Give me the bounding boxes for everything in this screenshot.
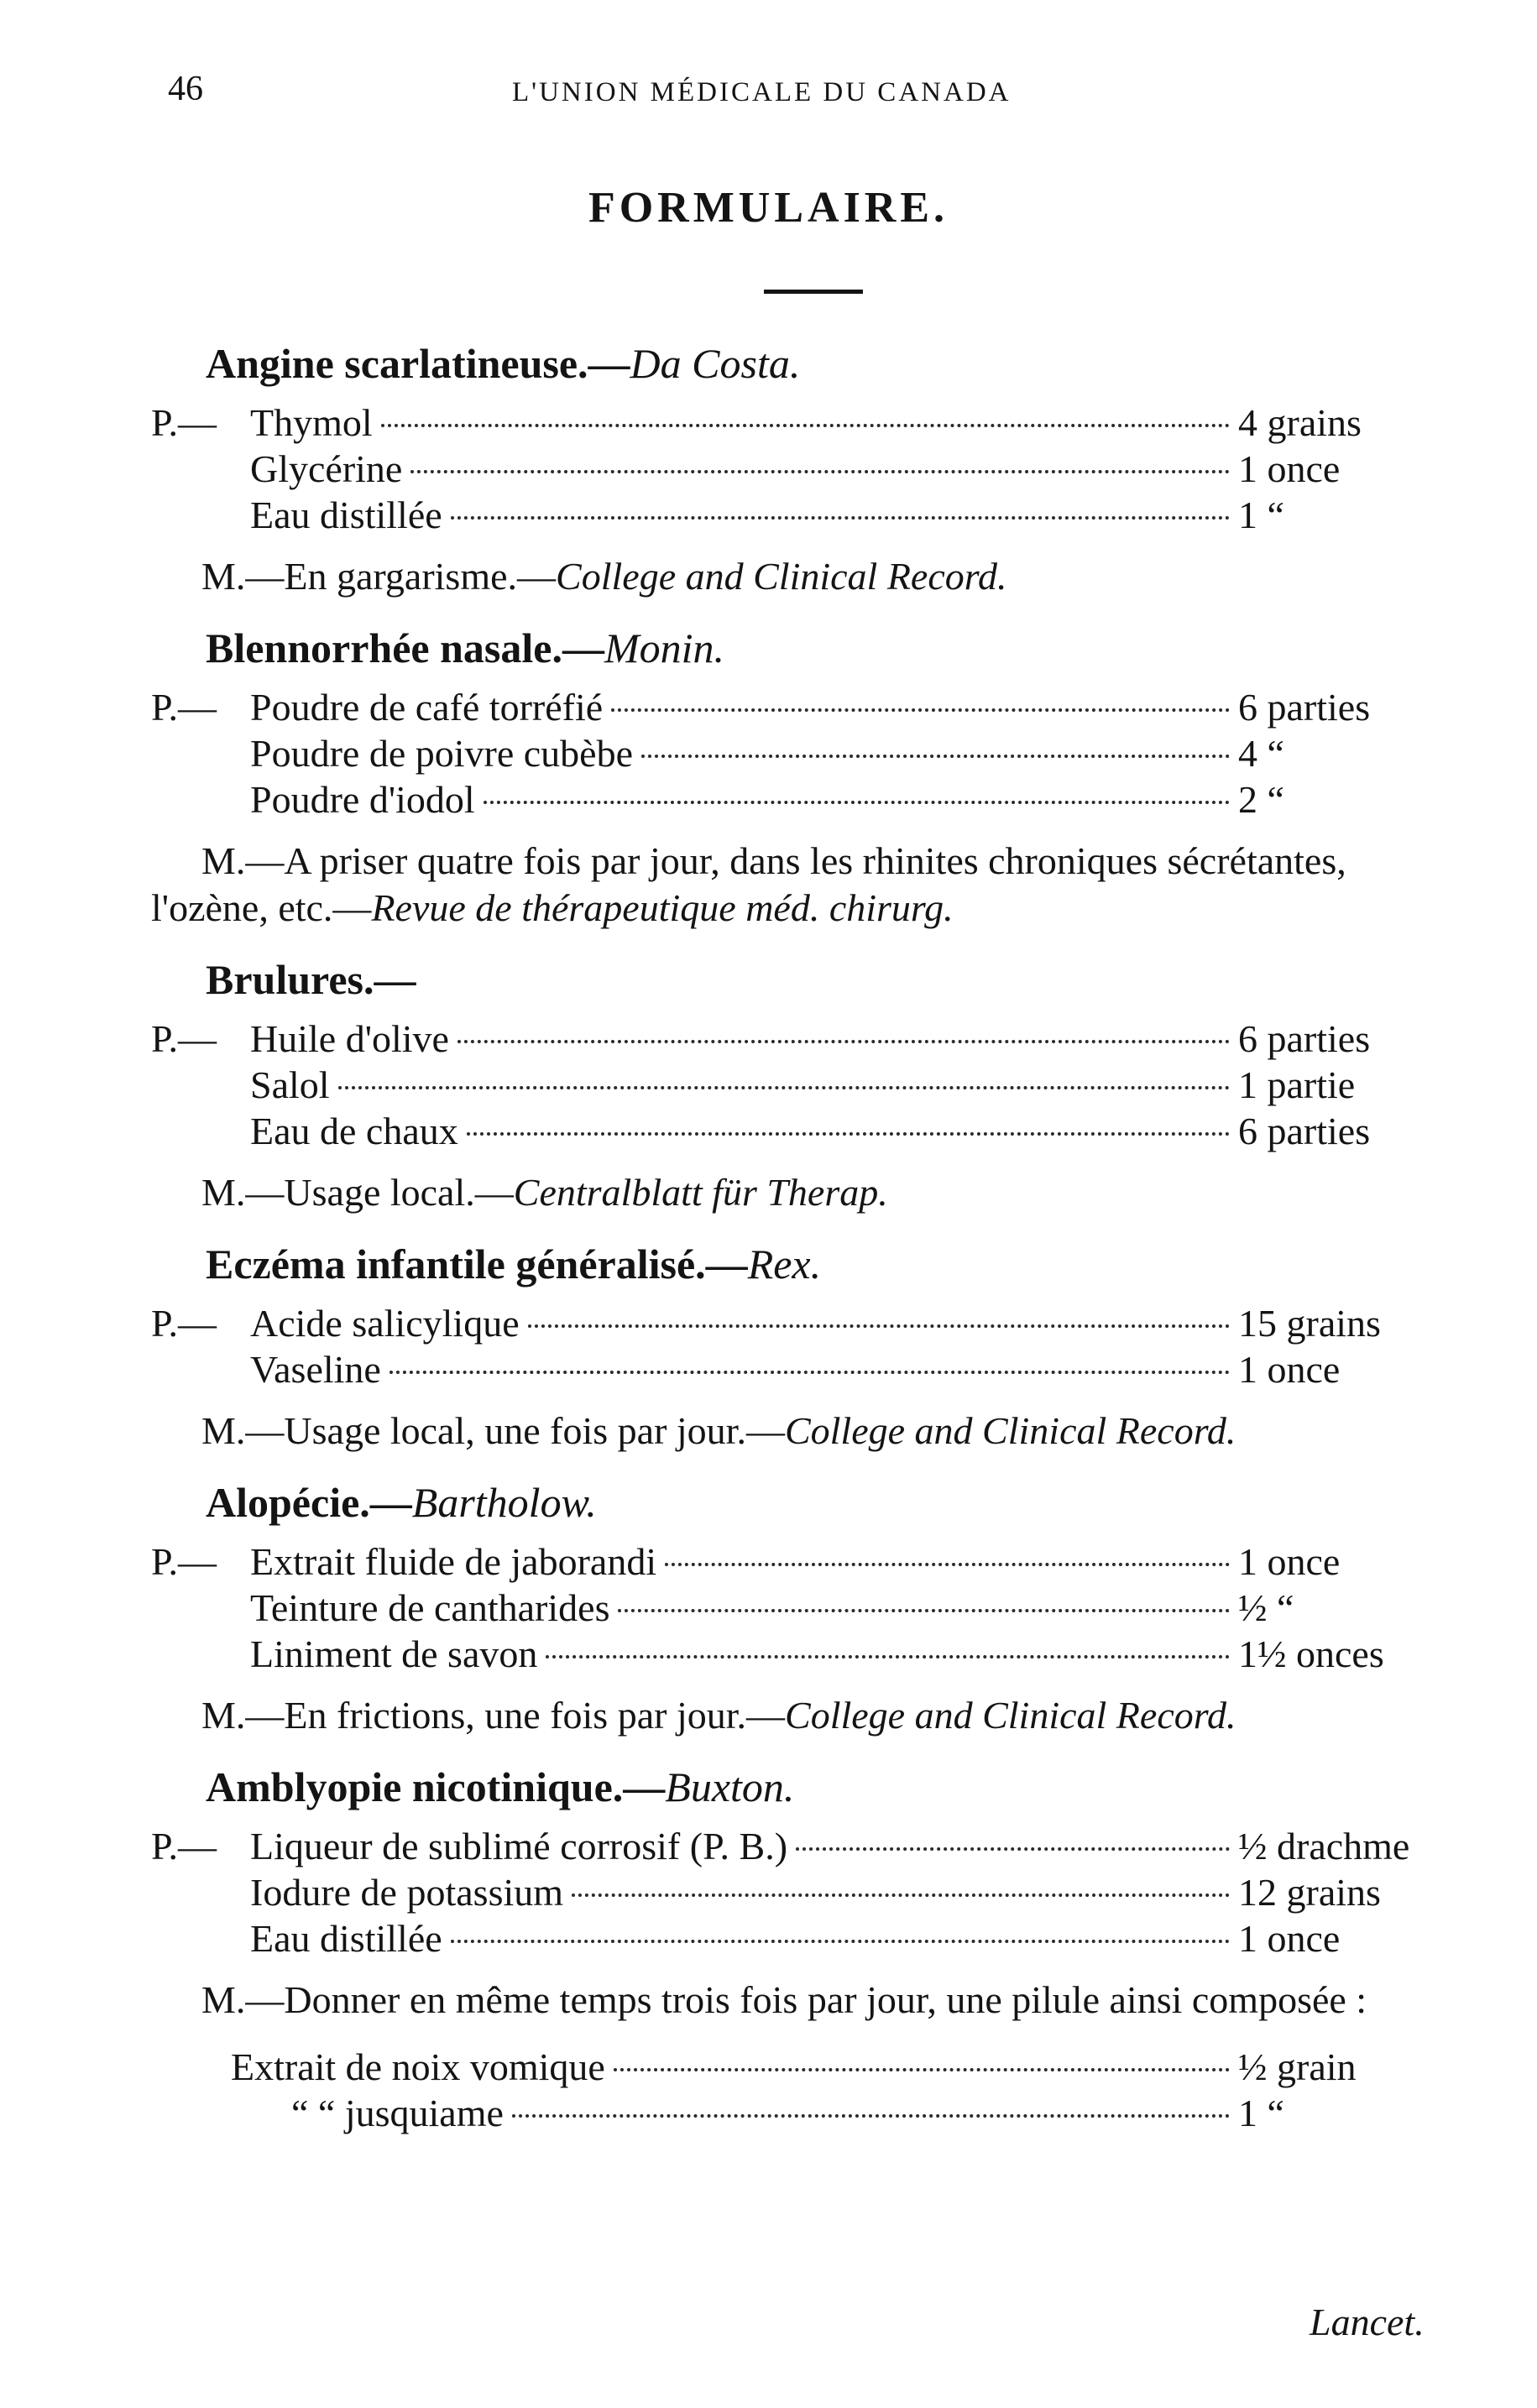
heading-text: Angine scarlatineuse.— bbox=[206, 340, 630, 387]
usage-note bbox=[151, 838, 1444, 932]
formula-section bbox=[151, 952, 1444, 1216]
ingredient-quantity: 2 “ bbox=[1238, 778, 1284, 821]
prescription-line bbox=[231, 2044, 1444, 2090]
prescription-line bbox=[151, 446, 1444, 492]
leader-dots bbox=[451, 1940, 1230, 1943]
leader-dots bbox=[457, 1040, 1230, 1043]
heading-text: Amblyopie nicotinique.— bbox=[206, 1763, 666, 1810]
heading-author: Bartholow. bbox=[411, 1479, 597, 1526]
heading-text: Eczéma infantile généralisé.— bbox=[206, 1241, 748, 1288]
leader-dots bbox=[528, 1324, 1230, 1328]
prescription-line bbox=[151, 1823, 1444, 1869]
ingredient-quantity: 15 grains bbox=[1238, 1302, 1381, 1345]
note-text: M.—Donner en même temps trois fois par jour, une pilule ainsi composée : bbox=[201, 1978, 1367, 2021]
section-heading bbox=[206, 336, 1444, 391]
ingredient-name: Acide salicylique bbox=[250, 1302, 520, 1345]
prescription-line bbox=[151, 684, 1444, 730]
ingredient-name: Iodure de potassium bbox=[250, 1871, 564, 1914]
ingredient-quantity: 6 parties bbox=[1238, 686, 1371, 729]
formula-section bbox=[151, 336, 1444, 600]
ingredient-quantity: 1 “ bbox=[1238, 2092, 1284, 2134]
leader-dots bbox=[796, 1847, 1230, 1851]
ingredient-name: Eau distillée bbox=[250, 494, 442, 536]
line-lead: P.— bbox=[151, 1302, 217, 1345]
ingredient-quantity: ½ grain bbox=[1238, 2045, 1357, 2088]
leader-dots bbox=[467, 1132, 1230, 1136]
ingredient-name: Liniment de savon bbox=[250, 1632, 538, 1675]
section-heading bbox=[206, 952, 1444, 1007]
prescription-line bbox=[151, 1631, 1444, 1677]
running-title: L'UNION MÉDICALE DU CANADA bbox=[512, 77, 1012, 107]
ingredient-name: Salol bbox=[250, 1063, 330, 1106]
ingredient-name: Extrait fluide de jaborandi bbox=[250, 1540, 657, 1583]
prescription-line bbox=[151, 1585, 1444, 1631]
heading-text: Blennorrhée nasale.— bbox=[206, 624, 604, 671]
note-source: College and Clinical Record. bbox=[784, 1409, 1236, 1452]
line-lead: P.— bbox=[151, 1017, 217, 1060]
leader-dots bbox=[614, 2068, 1230, 2071]
title-rule bbox=[764, 290, 863, 294]
section-heading bbox=[206, 1759, 1444, 1815]
leader-dots bbox=[451, 516, 1230, 520]
line-lead: P.— bbox=[151, 1540, 217, 1583]
ingredient-quantity: 6 parties bbox=[1238, 1110, 1371, 1152]
prescription-line bbox=[151, 1538, 1444, 1585]
leader-dots bbox=[512, 2114, 1230, 2118]
note-source: College and Clinical Record. bbox=[556, 555, 1007, 598]
ingredient-quantity: 1 once bbox=[1238, 1540, 1341, 1583]
usage-note bbox=[201, 1692, 1444, 1739]
usage-note bbox=[201, 1169, 1444, 1216]
prescription-line bbox=[151, 776, 1444, 823]
ingredient-quantity: ½ drachme bbox=[1238, 1825, 1410, 1867]
page-title: FORMULAIRE. bbox=[588, 184, 949, 232]
heading-author: Da Costa. bbox=[630, 340, 801, 387]
heading-text: Brulures.— bbox=[206, 956, 416, 1003]
leader-dots bbox=[381, 424, 1230, 427]
leader-dots bbox=[546, 1655, 1230, 1658]
note-text: M.—Usage local.— bbox=[201, 1171, 514, 1214]
ingredient-quantity: 12 grains bbox=[1238, 1871, 1381, 1914]
formula-section bbox=[151, 1236, 1444, 1455]
usage-note bbox=[201, 1408, 1444, 1455]
heading-author: Buxton. bbox=[665, 1763, 795, 1810]
usage-note bbox=[151, 1977, 1444, 2024]
source-signature: Lancet. bbox=[1310, 2301, 1425, 2343]
ingredient-name: Vaseline bbox=[250, 1348, 381, 1391]
prescription-line bbox=[151, 1915, 1444, 1961]
leader-dots bbox=[665, 1563, 1230, 1566]
line-lead: P.— bbox=[151, 401, 217, 444]
leader-dots bbox=[484, 801, 1230, 804]
ingredient-quantity: ½ “ bbox=[1238, 1586, 1294, 1629]
ingredient-name: Liqueur de sublimé corrosif (P. B.) bbox=[250, 1825, 788, 1867]
ingredient-name: Eau distillée bbox=[250, 1917, 442, 1960]
page-header bbox=[168, 69, 1142, 119]
leader-dots bbox=[410, 470, 1230, 473]
note-text: M.—En gargarisme.— bbox=[201, 555, 557, 598]
note-text: M.—Usage local, une fois par jour.— bbox=[201, 1409, 785, 1452]
leader-dots bbox=[338, 1086, 1230, 1089]
page-number: 46 bbox=[168, 70, 203, 108]
formula-section bbox=[151, 1475, 1444, 1739]
line-lead: P.— bbox=[151, 1825, 217, 1867]
usage-note bbox=[201, 553, 1444, 600]
note-source: Centralblatt für Therap. bbox=[513, 1171, 888, 1214]
section-heading bbox=[206, 1236, 1444, 1292]
note-text: M.—A priser quatre fois par jour, dans les rhinites chroniques sécrétantes, l'ozène, etc.— bbox=[151, 839, 1346, 929]
note-source: College and Clinical Record. bbox=[785, 1694, 1236, 1737]
ingredient-quantity: 1 “ bbox=[1238, 494, 1284, 536]
ingredient-quantity: 4 “ bbox=[1238, 732, 1284, 775]
prescription-line bbox=[151, 1869, 1444, 1915]
prescription-line bbox=[151, 400, 1444, 446]
ingredient-name: Poudre d'iodol bbox=[250, 778, 475, 821]
heading-author: Monin. bbox=[604, 624, 725, 671]
prescription-line bbox=[231, 2090, 1444, 2136]
prescription-line bbox=[151, 1108, 1444, 1154]
section-heading bbox=[206, 1475, 1444, 1530]
prescription-line bbox=[151, 1062, 1444, 1108]
pill-composition bbox=[231, 2044, 1444, 2136]
formula-section bbox=[151, 620, 1444, 932]
heading-text: Alopécie.— bbox=[206, 1479, 412, 1526]
ingredient-name: Poudre de café torréfié bbox=[250, 686, 604, 729]
ingredient-name: Glycérine bbox=[250, 447, 403, 490]
ingredient-name: Huile d'olive bbox=[250, 1017, 449, 1060]
section-heading bbox=[206, 620, 1444, 676]
leader-dots bbox=[618, 1609, 1230, 1612]
heading-author: Rex. bbox=[747, 1241, 822, 1288]
line-lead: P.— bbox=[151, 686, 217, 729]
prescription-line bbox=[151, 730, 1444, 776]
ingredient-quantity: 4 grains bbox=[1238, 401, 1362, 444]
leader-dots bbox=[389, 1371, 1230, 1374]
formulary-content bbox=[151, 336, 1444, 2148]
prescription-line bbox=[151, 1016, 1444, 1062]
ingredient-quantity: 1½ onces bbox=[1238, 1632, 1384, 1675]
ingredient-quantity: 1 once bbox=[1238, 1917, 1341, 1960]
ingredient-quantity: 1 once bbox=[1238, 447, 1341, 490]
ingredient-name: Teinture de cantharides bbox=[250, 1586, 610, 1629]
formula-section bbox=[151, 1759, 1444, 2136]
note-source: Revue de thérapeutique méd. chirurg. bbox=[371, 886, 954, 929]
ingredient-quantity: 1 partie bbox=[1238, 1063, 1356, 1106]
leader-dots bbox=[572, 1893, 1230, 1897]
prescription-line bbox=[151, 1346, 1444, 1392]
leader-dots bbox=[641, 755, 1230, 758]
note-text: M.—En frictions, une fois par jour.— bbox=[201, 1694, 786, 1737]
ingredient-name: Eau de chaux bbox=[250, 1110, 458, 1152]
ingredient-name: Extrait de noix vomique bbox=[231, 2045, 605, 2088]
ingredient-name: Poudre de poivre cubèbe bbox=[250, 732, 634, 775]
leader-dots bbox=[611, 708, 1230, 712]
prescription-line bbox=[151, 1300, 1444, 1346]
ingredient-quantity: 1 once bbox=[1238, 1348, 1341, 1391]
ingredient-name: Thymol bbox=[250, 401, 373, 444]
ingredient-name: “ “ jusquiame bbox=[291, 2092, 504, 2134]
ingredient-quantity: 6 parties bbox=[1238, 1017, 1371, 1060]
prescription-line bbox=[151, 492, 1444, 538]
